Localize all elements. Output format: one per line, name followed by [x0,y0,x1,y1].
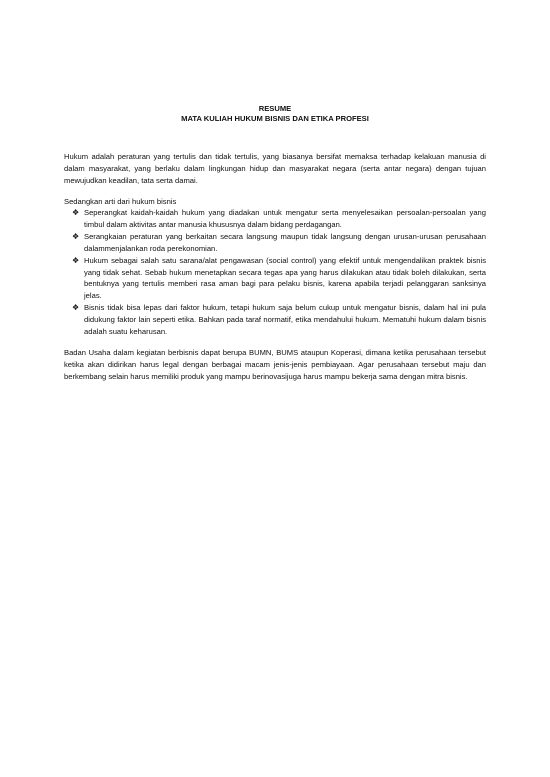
diamond-bullet-icon: ❖ [72,303,80,313]
list-item-text: Hukum sebagai salah satu sarana/alat pengawasan (social control) yang efektif untuk mengendalikan praktek bisnis yang tidak sehat. Sebab hukum menetapkan secara tegas apa yang harus dilakukan atau tidak boleh dilakukan, serta bentuknya yang tertulis memberi rasa aman bagi para pelaku bisnis, karena apabila terjadi pelanggaran sanksinya jelas. [84,255,486,301]
paragraph-definition-hukum: Hukum adalah peraturan yang tertulis dan tidak tertulis, yang biasanya bersifat memaksa terhadap kelakuan manusia di dalam masyarakat, yang berlaku dalam lingkungan hidup dan masyarakat negara (serta antar negara) dengan tujuan mewujudkan keadilan, tata serta damai. [64,152,486,185]
list-item [64,302,486,338]
list-item [64,231,486,255]
document-title: RESUME [258,104,292,113]
list-item-text: Bisnis tidak bisa lepas dari faktor hukum, tetapi hukum saja belum cukup untuk mengatur bisnis, dalam hal ini pula didukung faktor lain seperti etika. Bahkan pada taraf normatif, etika mendahului hukum. Mematuhi hukum dalam bisnis adalah suatu keharusan. [84,303,486,337]
list-item [64,255,486,303]
list-item-text: Serangkaian peraturan yang berkaitan secara langsung maupun tidak langsung dengan urusan-urusan perusahaan dalammenjalankan roda perekonomian. [84,231,486,253]
definition-list [64,207,486,338]
diamond-bullet-icon: ❖ [72,208,80,217]
paragraph-definition-lead: Sedangkan arti dari hukum bisnis [64,197,177,206]
document-subtitle: MATA KULIAH HUKUM BISNIS DAN ETIKA PROFESI [181,114,369,123]
list-item [64,207,486,231]
paragraph-badan-usaha: Badan Usaha dalam kegiatan berbisnis dapat berupa BUMN, BUMS ataupun Koperasi, dimana ketika perusahaan tersebut ketika akan didirikan harus legal dengan berbagai macam jenis-jenis pembiayaan. Agar perusahaan tersebut maju dan berkembang selain harus memiliki produk yang mampu berinovasijuga harus mampu bekerja sama dengan mitra bisnis. [64,348,486,381]
list-item-text: Seperangkat kaidah-kaidah hukum yang diadakan untuk mengatur serta menyelesaikan persoalan-persoalan yang timbul dalam aktivitas antar manusia khususnya dalam bidang perdagangan. [84,208,486,229]
diamond-bullet-icon: ❖ [72,255,80,265]
diamond-bullet-icon: ❖ [72,231,80,241]
